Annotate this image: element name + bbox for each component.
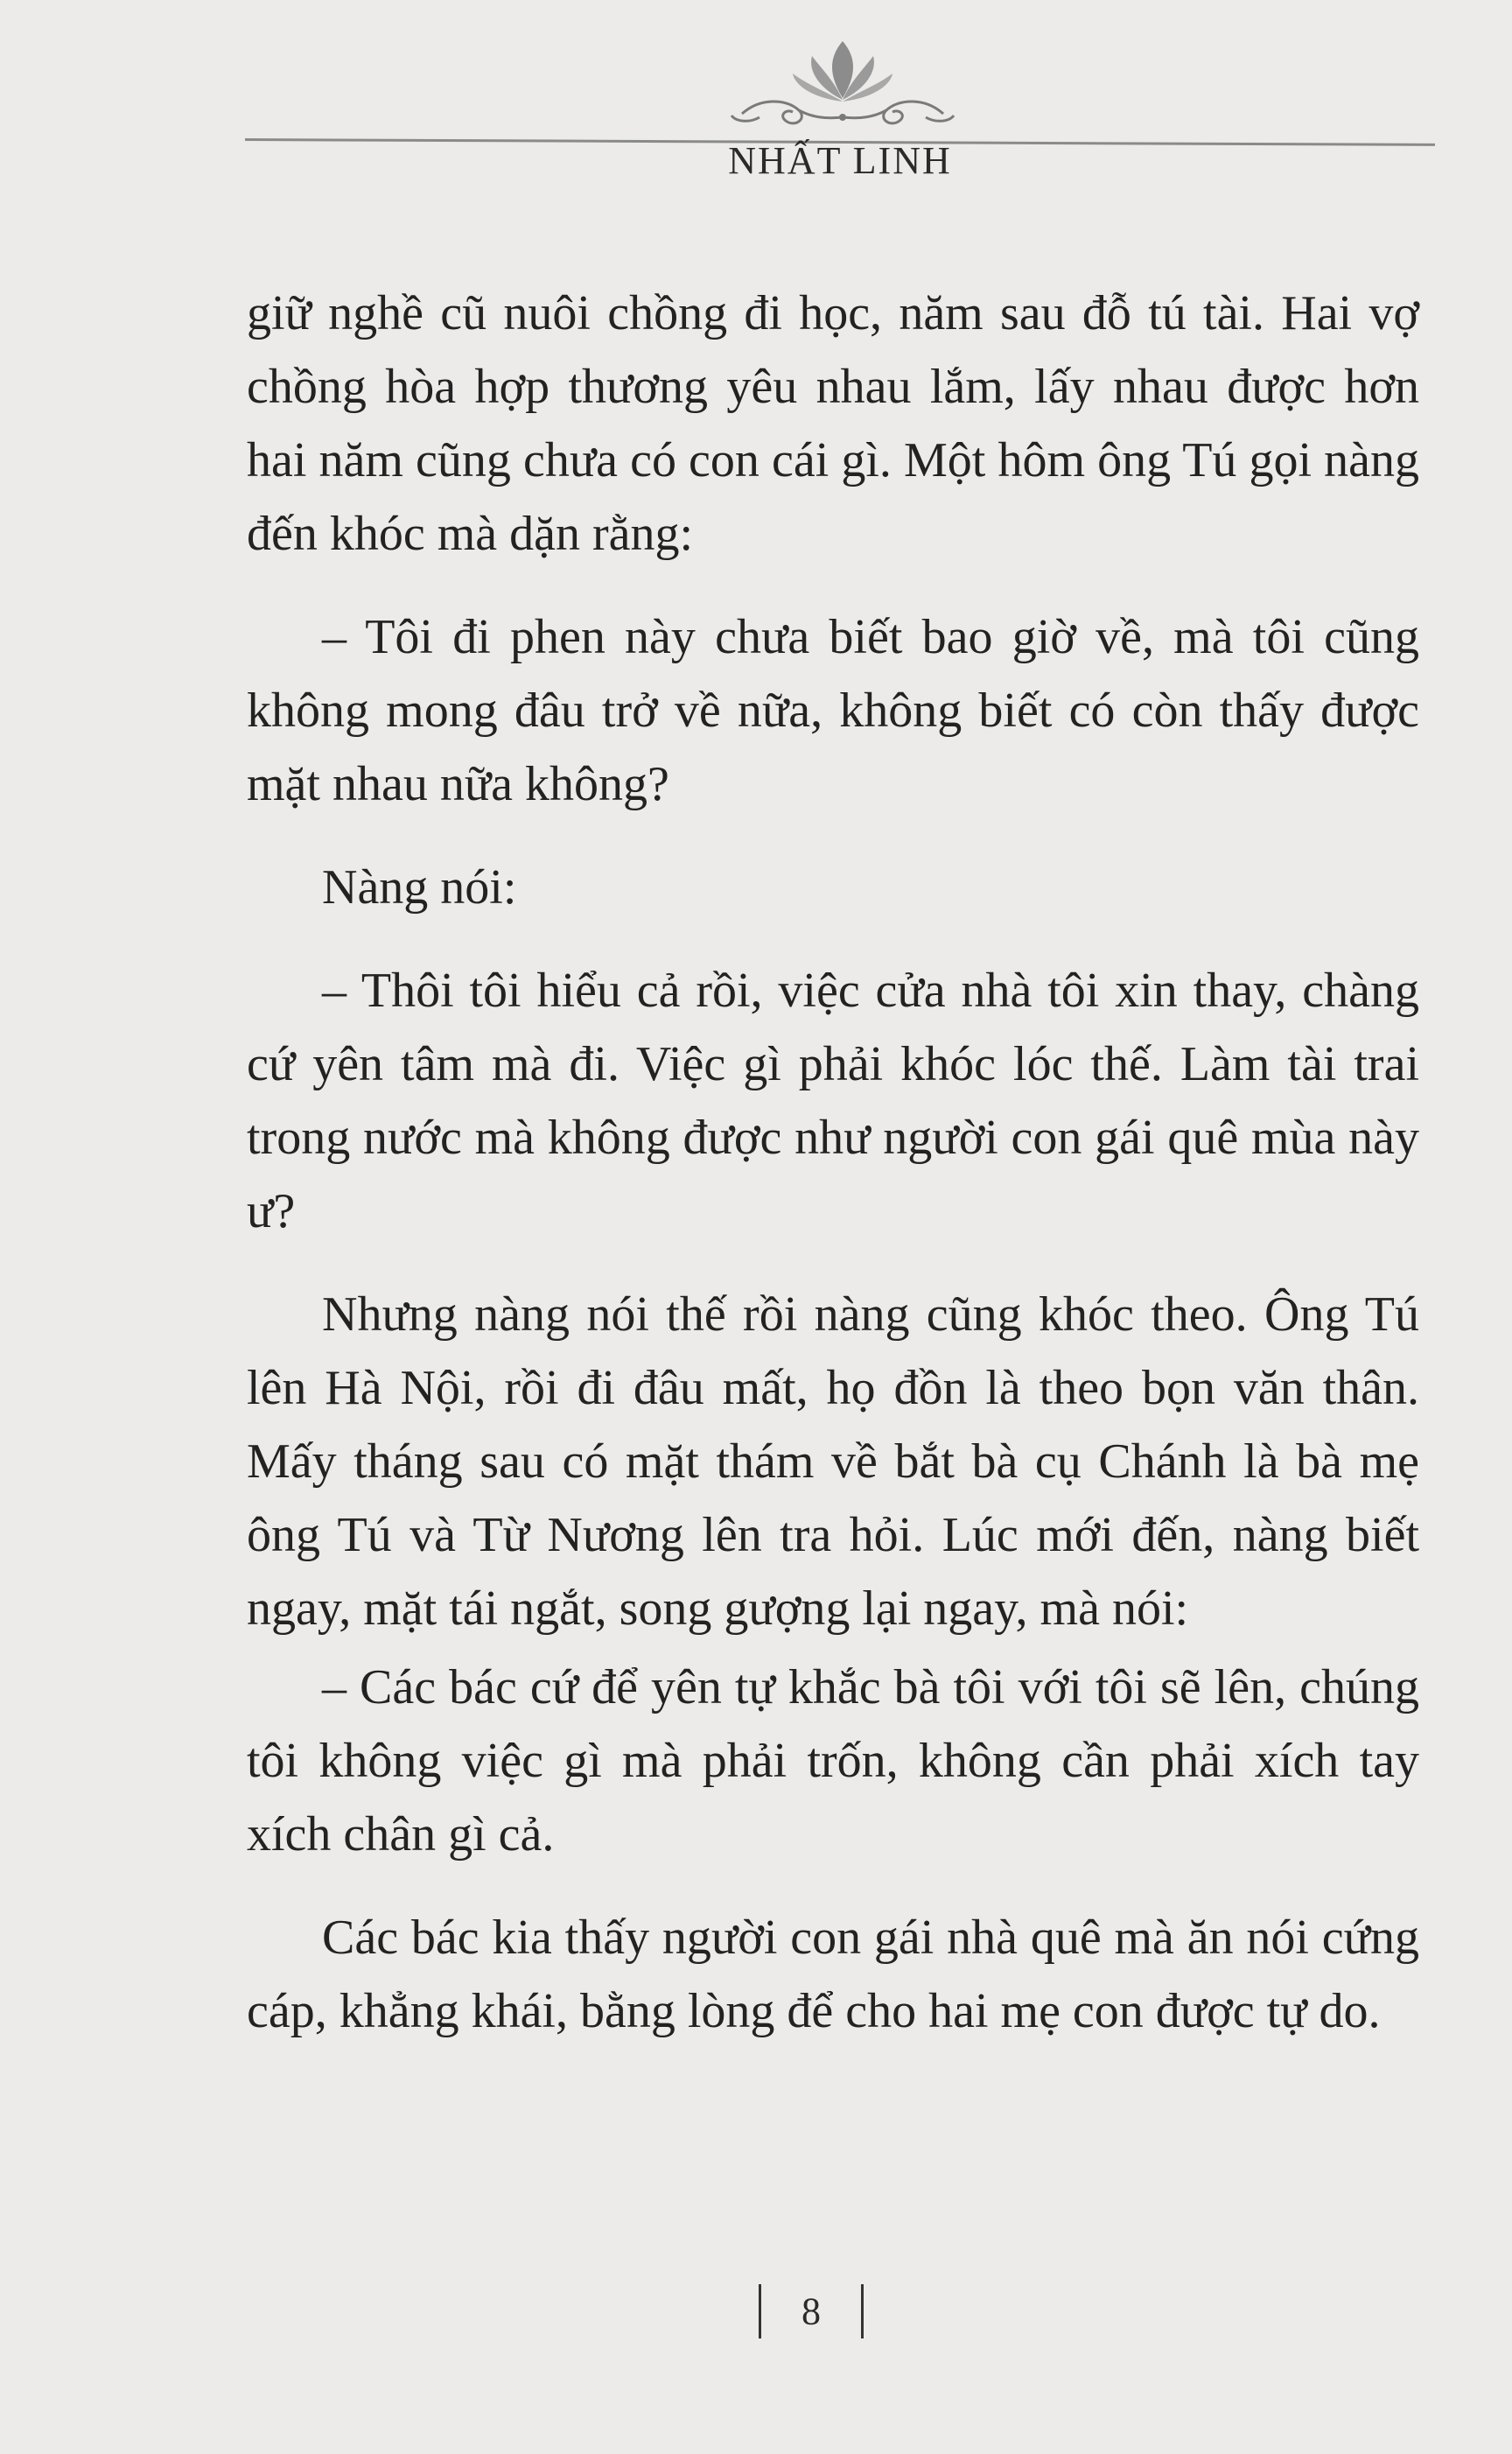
body-text: [247, 277, 1419, 2078]
paragraph: Nhưng nàng nói thế rồi nàng cũng khóc theo. Ông Tú lên Hà Nội, rồi đi đâu mất, họ đồn là theo bọn văn thân. Mấy tháng sau có mặt thám về bắt bà cụ Chánh là bà mẹ ông Tú và Từ Nương lên tra hỏi. Lúc mới đến, nàng biết ngay, mặt tái ngắt, song gượng lại ngay, mà nói:: [247, 1287, 1419, 1636]
paragraph: giữ nghề cũ nuôi chồng đi học, năm sau đỗ tú tài. Hai vợ chồng hòa hợp thương yêu nhau lắm, lấy nhau được hơn hai năm cũng chưa có con cái gì. Một hôm ông Tú gọi nàng đến khóc mà dặn rằng:: [247, 286, 1419, 561]
folio-bar-right: [861, 2284, 864, 2338]
page-number: 8: [802, 2289, 821, 2333]
page-footer: [0, 2284, 1512, 2338]
paragraph: Các bác kia thấy người con gái nhà quê mà ăn nói cứng cáp, khẳng khái, bằng lòng để cho hai mẹ con được tự do.: [247, 1911, 1419, 2038]
running-head-author: NHẤT LINH: [728, 139, 952, 182]
paragraph: Nàng nói:: [322, 860, 517, 915]
paragraph: – Tôi đi phen này chưa biết bao giờ về, mà tôi cũng không mong đâu trở về nữa, không biết có còn thấy được mặt nhau nữa không?: [247, 610, 1419, 811]
paragraph: – Thôi tôi hiểu cả rồi, việc cửa nhà tôi xin thay, chàng cứ yên tâm mà đi. Việc gì phải khóc lóc thế. Làm tài trai trong nước mà không được như người con gái quê mùa này ư?: [247, 964, 1419, 1238]
paragraph: – Các bác cứ để yên tự khắc bà tôi với tôi sẽ lên, chúng tôi không việc gì mà phải trốn, không cần phải xích tay xích chân gì cả.: [247, 1660, 1419, 1862]
ornament-icon: [724, 37, 961, 133]
folio-bar-left: [759, 2284, 761, 2338]
